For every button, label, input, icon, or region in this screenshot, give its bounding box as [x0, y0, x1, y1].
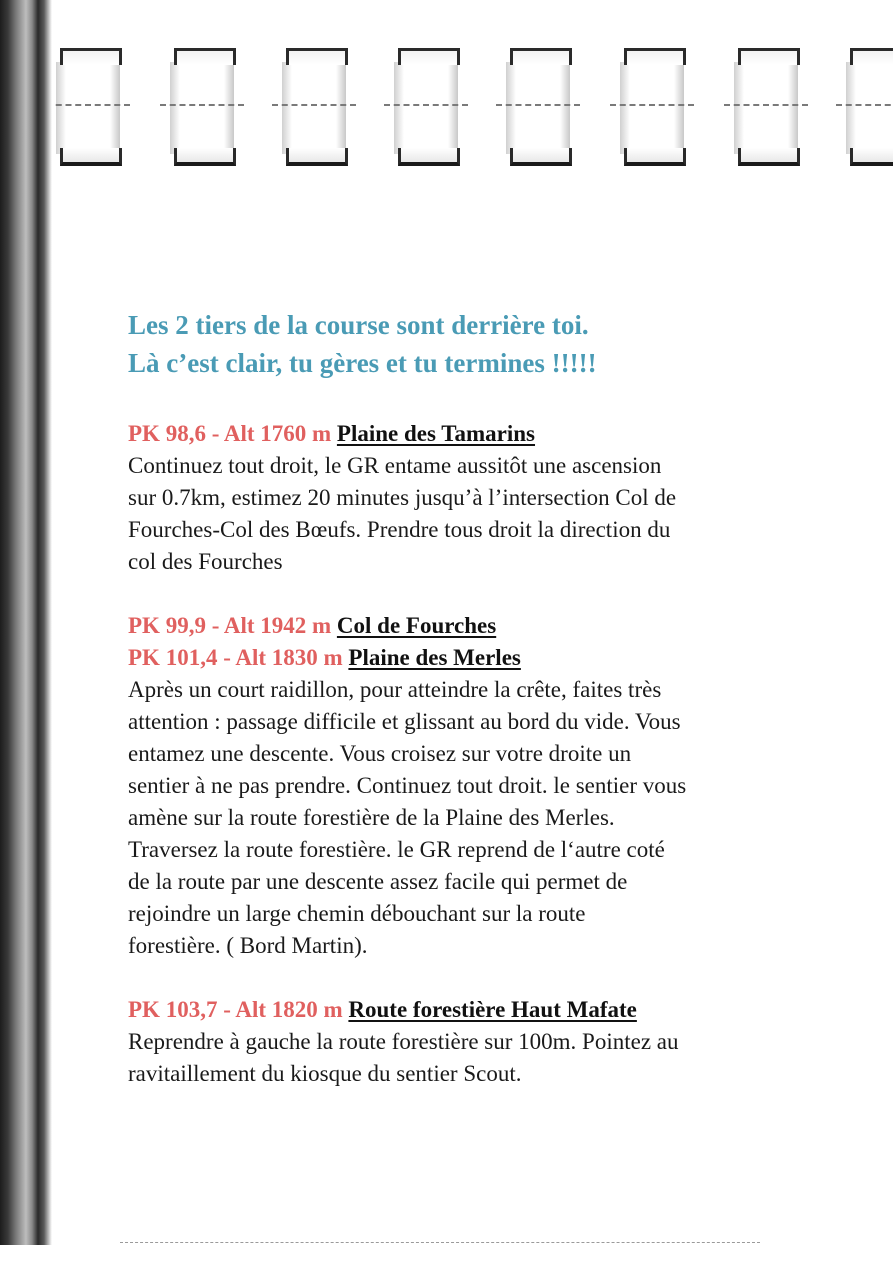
binding-ring	[846, 48, 893, 166]
description-line: forestière. ( Bord Martin).	[128, 933, 368, 958]
route-description	[128, 450, 828, 578]
route-section	[128, 994, 828, 1090]
description-line: sur 0.7km, estimez 20 minutes jusqu’à l’intersection Col de	[128, 485, 677, 510]
binding-ring	[620, 48, 684, 166]
waypoint-place: Plaine des Tamarins	[336, 421, 536, 446]
waypoint-marker: PK 103,7 - Alt 1820 m	[128, 997, 343, 1022]
description-line: Traversez la route forestière. le GR reprend de l‘autre coté	[128, 837, 665, 862]
waypoint-marker: PK 98,6 - Alt 1760 m	[128, 421, 332, 446]
headline-line: Les 2 tiers de la course sont derrière toi.	[128, 310, 589, 340]
waypoint-heading	[128, 610, 828, 642]
headline-line: Là c’est clair, tu gères et tu termines !!!!!	[128, 348, 597, 378]
binding-ring	[506, 48, 570, 166]
description-line: attention : passage difficile et glissant au bord du vide. Vous	[128, 709, 681, 734]
binding-ring	[734, 48, 798, 166]
description-line: rejoindre un large chemin débouchant sur la route	[128, 901, 586, 926]
waypoint-heading	[128, 994, 828, 1026]
page-binding-edge	[0, 0, 52, 1245]
description-line: de la route par une descente assez facile qui permet de	[128, 869, 628, 894]
description-line: amène sur la route forestière de la Plaine des Merles.	[128, 805, 615, 830]
description-line: sentier à ne pas prendre. Continuez tout droit. le sentier vous	[128, 773, 687, 798]
route-section	[128, 610, 828, 962]
waypoint-place: Route forestière Haut Mafate	[348, 997, 637, 1022]
description-line: col des Fourches	[128, 549, 283, 574]
page-bottom-divider	[120, 1242, 760, 1243]
description-line: ravitaillement du kiosque du sentier Scout.	[128, 1061, 522, 1086]
description-line: entamez une descente. Vous croisez sur votre droite un	[128, 741, 632, 766]
binding-ring	[282, 48, 346, 166]
spiral-binding	[0, 0, 893, 185]
binding-ring	[170, 48, 234, 166]
binding-ring	[56, 48, 120, 166]
description-line: Après un court raidillon, pour atteindre la crête, faites très	[128, 677, 662, 702]
waypoint-place: Col de Fourches	[336, 613, 497, 638]
description-line: Fourches-Col des Bœufs. Prendre tous droit la direction du	[128, 517, 671, 542]
binding-ring	[394, 48, 458, 166]
waypoint-place: Plaine des Merles	[348, 645, 521, 670]
waypoint-heading	[128, 642, 828, 674]
waypoint-marker: PK 101,4 - Alt 1830 m	[128, 645, 343, 670]
description-line: Continuez tout droit, le GR entame aussitôt une ascension	[128, 453, 662, 478]
waypoint-marker: PK 99,9 - Alt 1942 m	[128, 613, 332, 638]
description-line: Reprendre à gauche la route forestière sur 100m. Pointez au	[128, 1029, 679, 1054]
route-description	[128, 674, 828, 962]
waypoint-heading	[128, 418, 828, 450]
route-section	[128, 418, 828, 578]
headline	[128, 306, 828, 382]
route-description	[128, 1026, 828, 1090]
page-content	[128, 306, 828, 1122]
